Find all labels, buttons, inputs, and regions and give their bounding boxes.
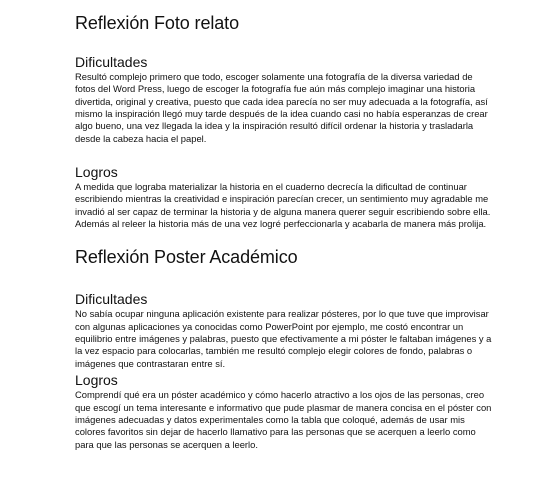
document-content — [75, 0, 495, 451]
paragraph-dificultades-foto: Resultó complejo primero que todo, escoger solamente una fotografía de la diversa variedad de fotos del Word Press, luego de escoger la fotografía fue aún más complejo imaginar una historia divertida, original y creativa, puesto que cada idea parecía no ser muy adecuada a la fotografía, así mismo la inspiración llegó muy tarde después de la idea cuando casi no había esperanzas de crear algo bueno, una vez llegada la idea y la inspiración resultó difícil ordenar la historia y trasladarla desde la cabeza hacia el papel. — [75, 71, 488, 144]
section-title-poster-academico: Reflexión Poster Académico — [75, 247, 298, 268]
subheading-logros-foto: Logros — [75, 164, 118, 181]
subheading-dificultades-poster: Dificultades — [75, 291, 148, 308]
subheading-logros-poster: Logros — [75, 372, 118, 389]
paragraph-logros-foto: A medida que lograba materializar la historia en el cuaderno decrecía la dificultad de continuar escribiendo mientras la creatividad e inspiración parecían crecer, un sentimiento muy agradable me invadió al ser capaz de terminar la historia y de alguna manera querer seguir escribiendo sobre ella. Además al releer la historia más de una vez logré perfeccionarla y acabarla de manera más prolija. — [75, 181, 491, 230]
section-title-foto-relato: Reflexión Foto relato — [75, 13, 239, 33]
paragraph-dificultades-poster: No sabía ocupar ninguna aplicación existente para realizar pósteres, por lo que tuve que improvisar con algunas aplicaciones ya conocidas como PowerPoint por ejemplo, me costó encontrar un equilibrio entre imágenes y palabras, puesto que efectivamente a mi póster le faltaban imágenes y a la vez espacio para colocarlas, también me resultó complejo elegir colores de fondo, palabras o imágenes que contrastaran entre sí. — [75, 308, 492, 369]
paragraph-logros-poster: Comprendí qué era un póster académico y cómo hacerlo atractivo a los ojos de las personas, creo que escogí un tema interesante e informativo que pude plasmar de manera concisa en el póster con imágenes adecuadas y datos experimentales como la tabla que coloqué, además de usar mis colores favoritos sin dejar de hacerlo llamativo para las personas que se acerquen a leerlo como para que las personas se acerquen a leerlo. — [75, 389, 492, 450]
subheading-dificultades-foto: Dificultades — [75, 54, 148, 70]
